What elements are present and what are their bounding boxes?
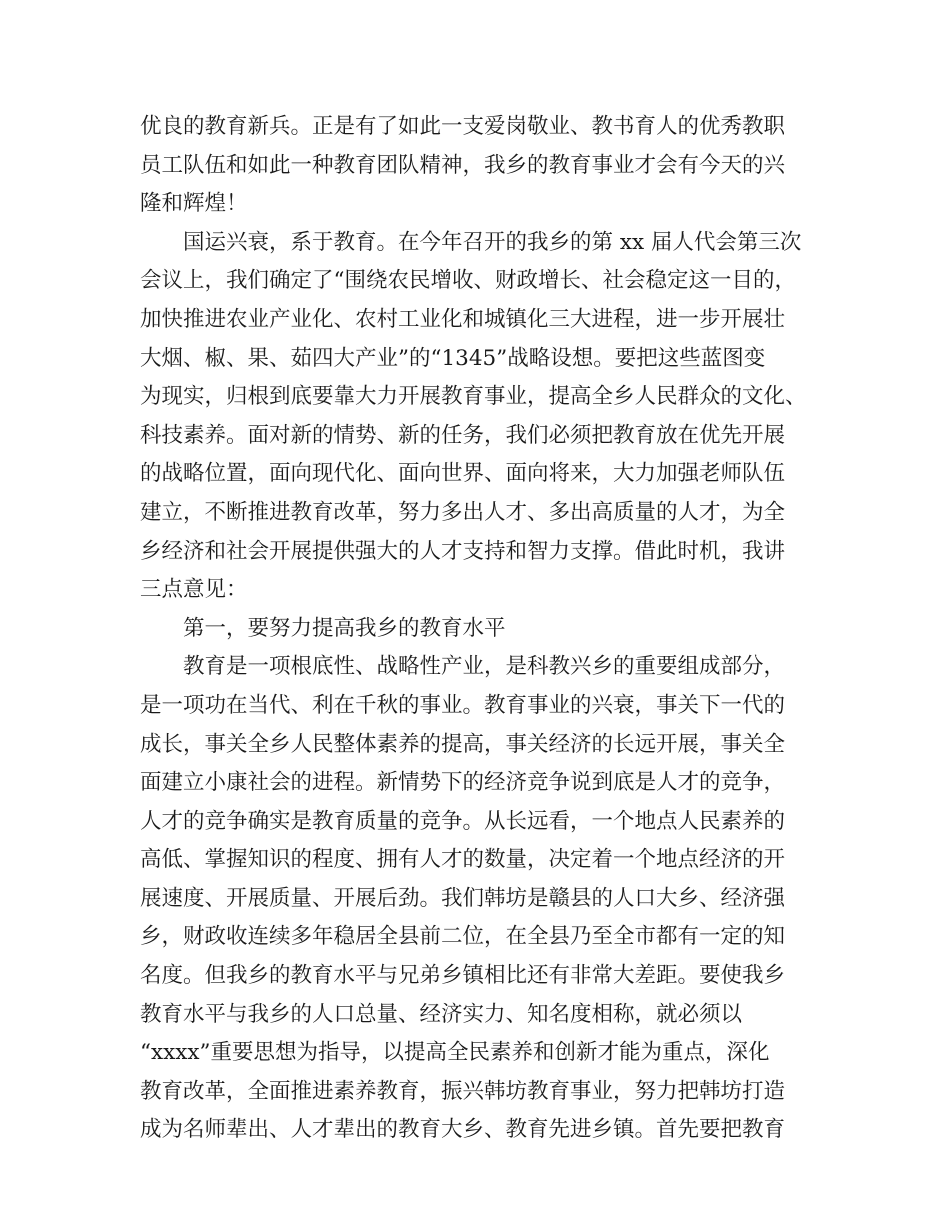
text-line: 大烟、椒、果、茹四大产业”的“1345”战略设想。要把这些蓝图变	[140, 345, 766, 371]
text-line: 的战略位置，面向现代化、面向世界、面向将来，大力加强老师队伍	[140, 461, 786, 487]
text-line: “xxxx”重要思想为指导，以提高全民素养和创新才能为重点，深化	[140, 1040, 770, 1066]
text-line: 第一，要努力提高我乡的教育水平	[183, 615, 506, 641]
text-line: 加快推进农业产业化、农村工业化和城镇化三大进程，进一步开展壮	[140, 306, 786, 332]
text-line: 为现实，归根到底要靠大力开展教育事业，提高全乡人民群众的文化、	[140, 384, 807, 410]
text-line: 国运兴衰，系于教育。在今年召开的我乡的第 xx 届人代会第三次	[183, 229, 802, 255]
text-line: 优良的教育新兵。正是有了如此一支爱岗敬业、教书育人的优秀教职	[140, 114, 786, 139]
text-line: 高低、掌握知识的程度、拥有人才的数量，决定着一个地点经济的开	[140, 847, 786, 873]
text-line: 成长，事关全乡人民整体素养的提高，事关经济的长远开展，事关全	[140, 731, 786, 757]
text-line: 员工队伍和如此一种教育团队精神，我乡的教育事业才会有今天的兴	[140, 152, 786, 178]
text-line: 教育改革，全面推进素养教育，振兴韩坊教育事业，努力把韩坊打造	[140, 1078, 786, 1104]
text-line: 会议上，我们确定了“围绕农民增收、财政增长、社会稳定这一目的，	[140, 268, 796, 294]
text-line: 隆和辉煌！	[140, 191, 248, 217]
text-line: 人才的竞争确实是教育质量的竞争。从长远看，一个地点人民素养的	[140, 808, 786, 834]
text-line: 名度。但我乡的教育水平与兄弟乡镇相比还有非常大差距。要使我乡	[140, 963, 786, 989]
text-line: 乡经济和社会开展提供强大的人才支持和智力支撑。借此时机，我讲	[140, 538, 786, 564]
text-line: 建立，不断推进教育改革，努力多出人才、多出高质量的人才，为全	[140, 499, 786, 525]
text-line: 三点意见：	[140, 577, 248, 603]
text-line: 成为名师辈出、人才辈出的教育大乡、教育先进乡镇。首先要把教育	[140, 1117, 786, 1143]
text-line: 乡，财政收连续多年稳居全县前二位，在全县乃至全市都有一定的知	[140, 924, 786, 950]
document-body	[140, 108, 820, 1150]
text-line: 教育水平与我乡的人口总量、经济实力、知名度相称，就必须以	[140, 1001, 743, 1027]
text-line: 面建立小康社会的进程。新情势下的经济竞争说到底是人才的竞争，	[140, 770, 786, 796]
text-line: 展速度、开展质量、开展后劲。我们韩坊是赣县的人口大乡、经济强	[140, 885, 786, 911]
text-line: 科技素养。面对新的情势、新的任务，我们必须把教育放在优先开展	[140, 422, 786, 448]
text-line: 是一项功在当代、利在千秋的事业。教育事业的兴衰，事关下一代的	[140, 692, 786, 718]
text-line: 教育是一项根底性、战略性产业，是科教兴乡的重要组成部分，	[183, 654, 786, 680]
